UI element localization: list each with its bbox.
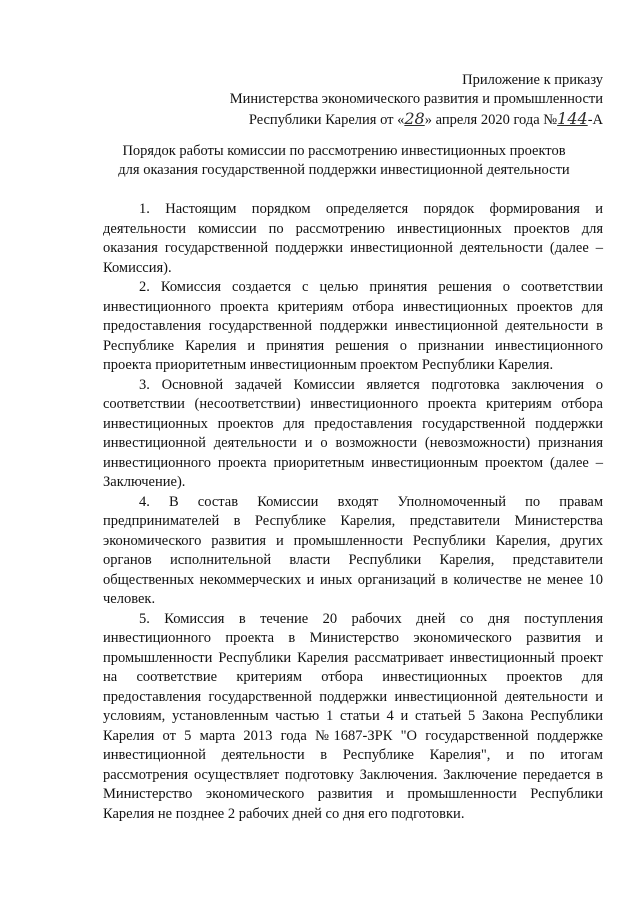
header-line-3-mid: » апреля 2020 года №	[424, 112, 558, 128]
header-line-3-suffix: -А	[587, 112, 603, 128]
document-title	[80, 142, 608, 180]
document-body	[103, 200, 603, 824]
order-appendix-header	[230, 71, 603, 130]
paragraph-2: 2. Комиссия создается с целью принятия решения о соответствии инвестиционного проекта критериям отбора инвестиционных проектов для предоставления государственной поддержки инвестиционной деятельности в Республике Карелия и принятия решения о признании инвестиционного проекта приоритетным инвестиционным проектом Республики Карелия.	[103, 279, 603, 373]
header-line-1: Приложение к приказу	[462, 72, 603, 88]
header-line-2: Министерства экономического развития и промышленности	[229, 91, 603, 107]
paragraph-5: 5. Комиссия в течение 20 рабочих дней со дня поступления инвестиционного проекта в Министерство экономического развития и промышленности Республики Карелия рассматривает инвестиционный проект на соответствие критериям отбора инвестиционных проектов для предоставления государственной поддержки инвестиционной деятельности и условиям, установленным частью 1 статьи 4 и статьей 5 Закона Республики Карелия от 5 марта 2013 года №1687-ЗРК "О государственной поддержке инвестиционной деятельности в Республике Карелия", и по итогам рассмотрения осуществляет подготовку Заключения. Заключение передается в Министерство экономического развития и промышленности Республики Карелия не позднее 2 рабочих дней со дня его подготовки.	[103, 610, 603, 822]
header-line-3-prefix: Республики Карелия от «	[248, 112, 405, 128]
title-line-1: Порядок работы комиссии по рассмотрению инвестиционных проектов	[122, 143, 566, 159]
header-line-3	[230, 109, 603, 130]
paragraph-1: 1. Настоящим порядком определяется порядок формирования и деятельности комиссии по рассмотрению инвестиционных проектов для оказания государственной поддержки инвестиционной деятельности (далее – Комиссия).	[103, 201, 603, 276]
paragraph-4: 4. В состав Комиссии входят Уполномоченный по правам предпринимателей в Республике Карелия, представители Министерства экономического развития и промышленности Республики Карелия, других органов исполнительной власти Республики Карелия, представители общественных некоммерческих и иных организаций в количестве не менее 10 человек.	[103, 493, 603, 607]
paragraph-3: 3. Основной задачей Комиссии является подготовка заключения о соответствии (несоответствии) инвестиционного проекта критериям отбора инвестиционных проектов для предоставления государственной поддержки инвестиционной деятельности и о возможности (невозможности) признания инвестиционного проекта приоритетным инвестиционным проектом (далее – Заключение).	[103, 376, 603, 490]
title-line-2: для оказания государственной поддержки инвестиционной деятельности	[118, 162, 570, 178]
handwritten-order-number: 144	[557, 109, 588, 128]
handwritten-day: 28	[404, 109, 425, 128]
